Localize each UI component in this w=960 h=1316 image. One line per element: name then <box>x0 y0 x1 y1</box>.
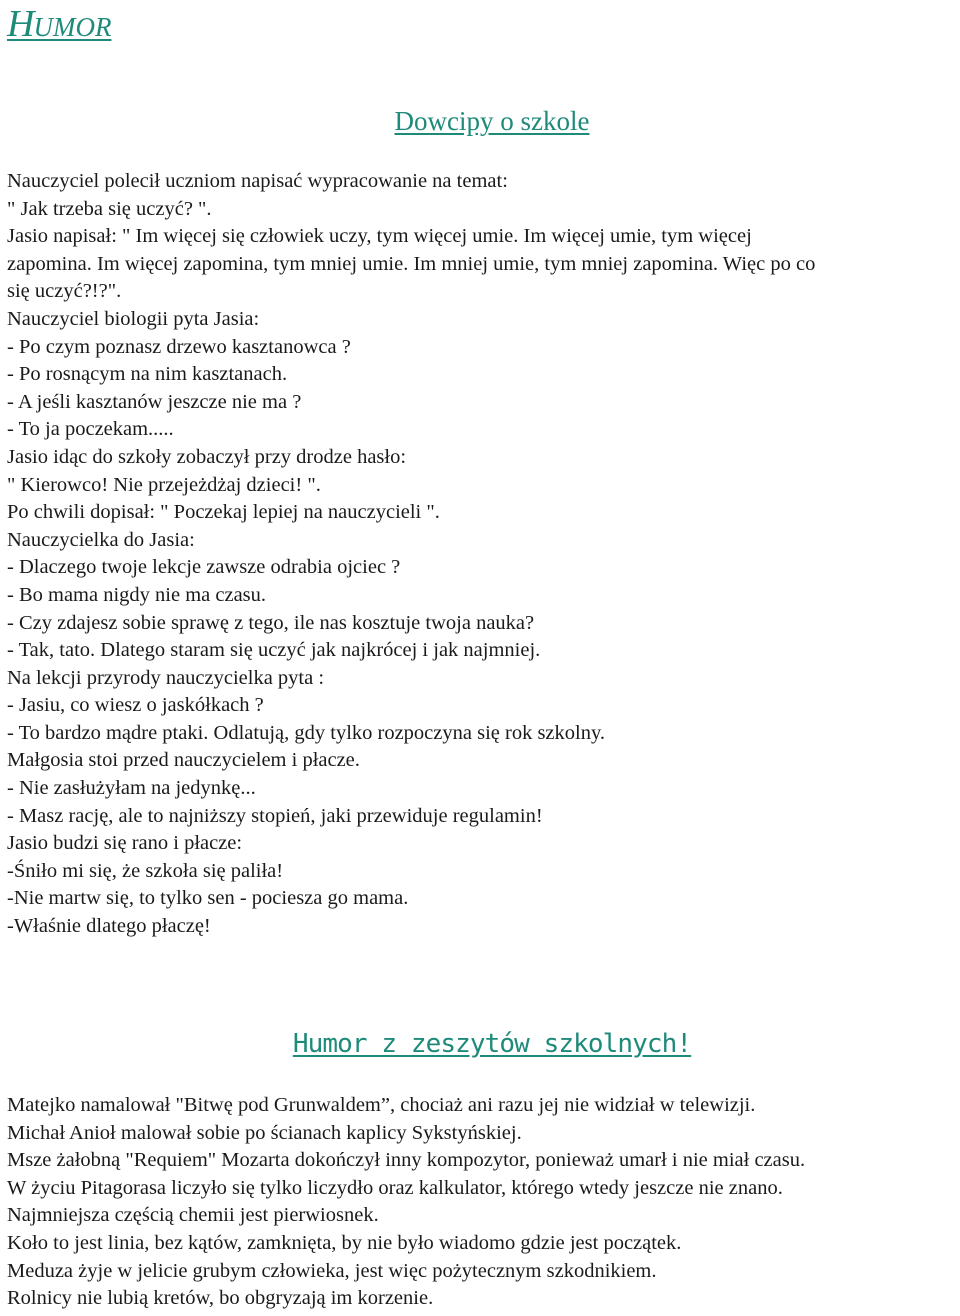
text-line: -Śniło mi się, że szkoła się paliła! <box>7 859 284 882</box>
text-line: Małgosia stoi przed nauczycielem i płacze. <box>7 749 360 772</box>
text-line: Nauczyciel biologii pyta Jasia: <box>7 307 260 330</box>
text-line: Rolnicy nie lubią kretów, bo obgryzają im korzenie. <box>7 1287 434 1310</box>
text-line: Michał Anioł malował sobie po ścianach kaplicy Sykstyńskiej. <box>7 1121 522 1144</box>
text-line: " Jak trzeba się uczyć? ". <box>7 197 212 220</box>
text-line: - Czy zdajesz sobie sprawę z tego, ile nas kosztuje twoja nauka? <box>7 611 535 634</box>
text-line: zapomina. Im więcej zapomina, tym mniej umie. Im mniej umie, tym mniej zapomina. Więc po co <box>7 252 816 275</box>
page-title-rest: UMOR <box>33 12 112 42</box>
text-line: - To ja poczekam..... <box>7 418 174 441</box>
text-line: Nauczyciel polecił uczniom napisać wypracowanie na temat: <box>7 170 508 192</box>
text-line: Msze żałobną "Requiem" Mozarta dokończył inny kompozytor, ponieważ umarł i nie miał czasu. <box>7 1149 806 1172</box>
school-jokes-text <box>7 168 960 941</box>
school-jokes-heading: Dowcipy o szkole <box>394 106 590 136</box>
text-line: się uczyć?!?". <box>7 280 122 303</box>
text-line: - Dlaczego twoje lekcje zawsze odrabia ojciec ? <box>7 556 401 579</box>
text-line: - To bardzo mądre ptaki. Odlatują, gdy tylko rozpoczyna się rok szkolny. <box>7 721 606 744</box>
text-line: Matejko namalował "Bitwę pod Grunwaldem”, chociaż ani razu jej nie widział w telewizji. <box>7 1094 756 1116</box>
text-line: W życiu Pitagorasa liczyło się tylko liczydło oraz kalkulator, którego wtedy jeszcze nie znano. <box>7 1176 783 1199</box>
notebook-humor-heading: Humor z zeszytów szkolnych! <box>292 1029 692 1059</box>
text-line: Jasio budzi się rano i płacze: <box>7 832 243 855</box>
text-line: - Po czym poznasz drzewo kasztanowca ? <box>7 335 351 358</box>
text-line: - Tak, tato. Dlatego staram się uczyć jak najkrócej i jak najmniej. <box>7 639 541 662</box>
text-line: Koło to jest linia, bez kątów, zamknięta, by nie było wiadomo gdzie jest początek. <box>7 1231 682 1254</box>
text-line: - Nie zasłużyłam na jedynkę... <box>7 777 256 800</box>
text-line: - A jeśli kasztanów jeszcze nie ma ? <box>7 390 302 413</box>
text-line: Na lekcji przyrody nauczycielka pyta : <box>7 666 325 689</box>
text-line: " Kierowco! Nie przejeżdżaj dzieci! ". <box>7 473 321 496</box>
text-line: - Jasiu, co wiesz o jaskółkach ? <box>7 694 264 717</box>
text-line: Nauczycielka do Jasia: <box>7 528 195 551</box>
text-line: Po chwili dopisał: " Poczekaj lepiej na nauczycieli ". <box>7 501 440 524</box>
text-line: - Masz rację, ale to najniższy stopień, jaki przewiduje regulamin! <box>7 804 543 827</box>
page-title-initial: H <box>7 3 34 45</box>
text-line: Najmniejsza częścią chemii jest pierwiosnek. <box>7 1204 379 1227</box>
text-line: -Nie martw się, to tylko sen - pociesza go mama. <box>7 887 409 910</box>
text-line: - Bo mama nigdy nie ma czasu. <box>7 583 267 606</box>
text-line: -Właśnie dlatego płaczę! <box>7 915 211 938</box>
text-line: - Po rosnącym na nim kasztanach. <box>7 363 288 386</box>
page-title <box>7 0 111 51</box>
text-line: Jasio napisał: " Im więcej się człowiek uczy, tym więcej umie. Im więcej umie, tym więcej <box>7 225 752 248</box>
text-line: Jasio idąc do szkoły zobaczył przy drodze hasło: <box>7 445 407 468</box>
text-line: Meduza żyje w jelicie grubym człowieka, jest więc pożytecznym szkodnikiem. <box>7 1259 657 1282</box>
notebook-humor-text <box>7 1092 960 1313</box>
